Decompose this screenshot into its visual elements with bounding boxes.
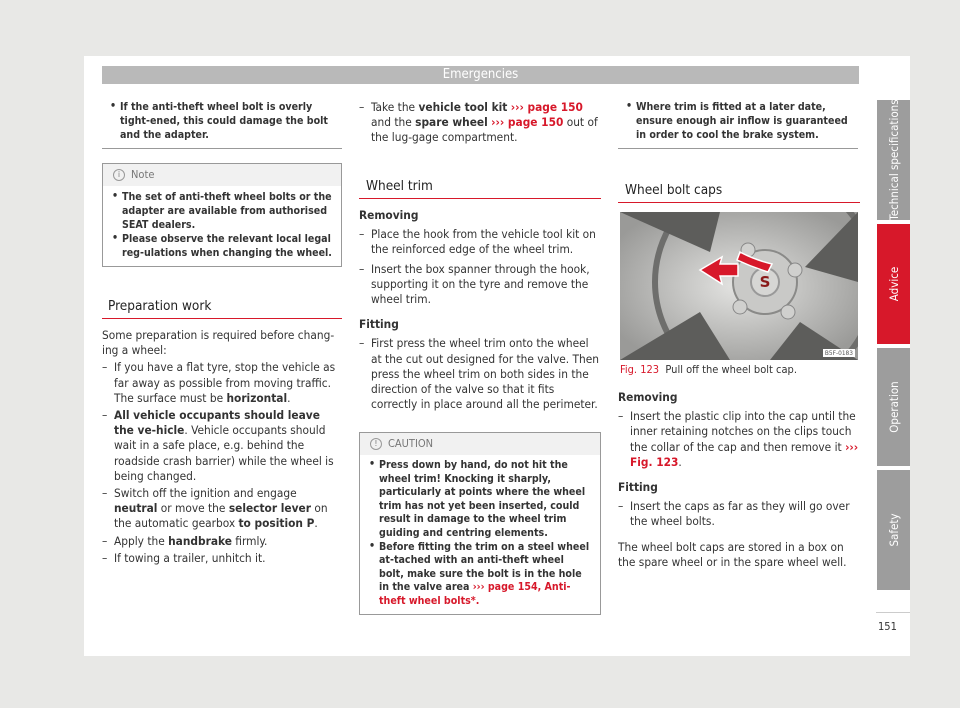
section-title-preparation: Preparation work bbox=[108, 298, 212, 314]
removing-step: – Insert the plastic clip into the cap until the inner retaining notches on the clips touch the collar of the cap and then remove it ››› Fig. 123. bbox=[618, 409, 862, 470]
info-icon: i bbox=[113, 169, 125, 181]
tab-technical-specifications[interactable]: Technical specifications bbox=[877, 100, 910, 220]
note-bullet: • Please observe the relevant local legal reg-ulations when changing the wheel. bbox=[112, 232, 332, 260]
step-1: – If you have a flat tyre, stop the vehicle as far away as possible from moving traffic. The surface must be horizontal. bbox=[102, 360, 342, 406]
step-3: – Switch off the ignition and engage neutral or move the selector lever on the automatic gearbox to position P. bbox=[102, 486, 342, 532]
figure-label: Fig. 123 bbox=[620, 363, 660, 376]
fitting-heading: Fitting bbox=[359, 317, 399, 332]
removing-step: – Insert the box spanner through the hook, supporting it on the tyre and remove the wheel trim. bbox=[359, 262, 601, 308]
tab-safety[interactable]: Safety bbox=[877, 470, 910, 590]
warning-bullet: • If the anti-theft wheel bolt is overly tight-ened, this could damage the bolt and the adapter. bbox=[110, 100, 334, 142]
outro-text: The wheel bolt caps are stored in a box on the spare wheel or in the spare wheel well. bbox=[618, 539, 847, 569]
section-underline bbox=[618, 202, 860, 203]
note-header bbox=[103, 164, 341, 186]
intro: Some preparation is required before chang-ing a wheel: bbox=[102, 328, 335, 358]
wheel-bolt-caps-text bbox=[618, 390, 862, 570]
preparation-text bbox=[102, 328, 342, 566]
removing-step: – Place the hook from the vehicle tool kit on the reinforced edge of the wheel trim. bbox=[359, 227, 601, 257]
tab-advice[interactable]: Advice bbox=[877, 224, 910, 344]
step-4: – Apply the handbrake firmly. bbox=[102, 534, 342, 549]
caution-icon: ! bbox=[370, 438, 382, 450]
wheel-bolt-cap-illustration bbox=[620, 212, 858, 360]
section-underline bbox=[102, 318, 342, 319]
caution-header bbox=[360, 433, 600, 455]
take-step: – Take the vehicle tool kit ››› page 150 and the spare wheel ››› page 150 out of the lug-gage compartment. bbox=[359, 100, 601, 146]
svg-text:S: S bbox=[759, 273, 771, 291]
note-bullet: • The set of anti-theft wheel bolts or the adapter are available from authorised SEAT dealers. bbox=[112, 190, 332, 232]
warning-bullet: • Where trim is fitted at a later date, ensure enough air inflow is guaranteed in order to cool the brake system. bbox=[626, 100, 850, 142]
removing-heading: Removing bbox=[359, 208, 419, 222]
note-box bbox=[102, 163, 342, 267]
caution-label: CAUTION bbox=[388, 437, 434, 450]
section-title-wheel-trim: Wheel trim bbox=[366, 178, 433, 194]
figure-123 bbox=[620, 212, 858, 360]
page-number: 151 bbox=[878, 620, 897, 633]
fitting-heading: Fitting bbox=[618, 480, 658, 495]
column-2 bbox=[359, 100, 601, 146]
figure-caption-text: Pull off the wheel bolt cap. bbox=[665, 363, 797, 376]
caution-bullet: • Before fitting the trim on a steel wheel at-tached with an anti-theft wheel bolt, make sure the bolt is in the hole in the valve area ››› page 154, Anti-theft wheel bolts*. bbox=[369, 541, 591, 609]
col3-warning-box bbox=[618, 94, 858, 149]
warning-box bbox=[102, 94, 342, 149]
step-2: – All vehicle occupants should leave the ve-hicle. Vehicle occupants should wait in a safe place, e.g. behind the roadside crash barrier) while the wheel is being changed. bbox=[102, 408, 342, 484]
step-5: – If towing a trailer, unhitch it. bbox=[102, 551, 342, 566]
page-header: Emergencies bbox=[102, 66, 859, 84]
fitting-step: – Insert the caps as far as they will go over the wheel bolts. bbox=[618, 499, 862, 529]
removing-heading: Removing bbox=[618, 390, 678, 404]
tab-operation[interactable]: Operation bbox=[877, 348, 910, 466]
figure-caption bbox=[620, 362, 860, 377]
fitting-step: – First press the wheel trim onto the wheel at the cut out designed for the valve. Then press the wheel trim on both sides in the direction of the valve so that it fits correctly in place around all the perimeter. bbox=[359, 336, 601, 412]
figure-code: B5F-0183 bbox=[824, 349, 853, 357]
note-label: Note bbox=[131, 168, 155, 181]
caution-box bbox=[359, 432, 601, 615]
caution-page-link[interactable]: ››› page 154, Anti-theft wheel bolts*. bbox=[379, 581, 571, 607]
page-number-rule bbox=[876, 612, 910, 613]
column-1 bbox=[102, 94, 342, 267]
wheel-trim-text bbox=[359, 208, 601, 412]
section-underline bbox=[359, 198, 601, 199]
caution-bullet: • Press down by hand, do not hit the wheel trim! Knocking it sharply, particularly at points where the wheel trim has not yet been inserted, could result in damage to the wheel trim guiding and centring elements. bbox=[369, 459, 591, 541]
figure-link[interactable]: ››› Fig. 123 bbox=[630, 439, 859, 469]
section-title-wheel-bolt-caps: Wheel bolt caps bbox=[625, 182, 723, 198]
